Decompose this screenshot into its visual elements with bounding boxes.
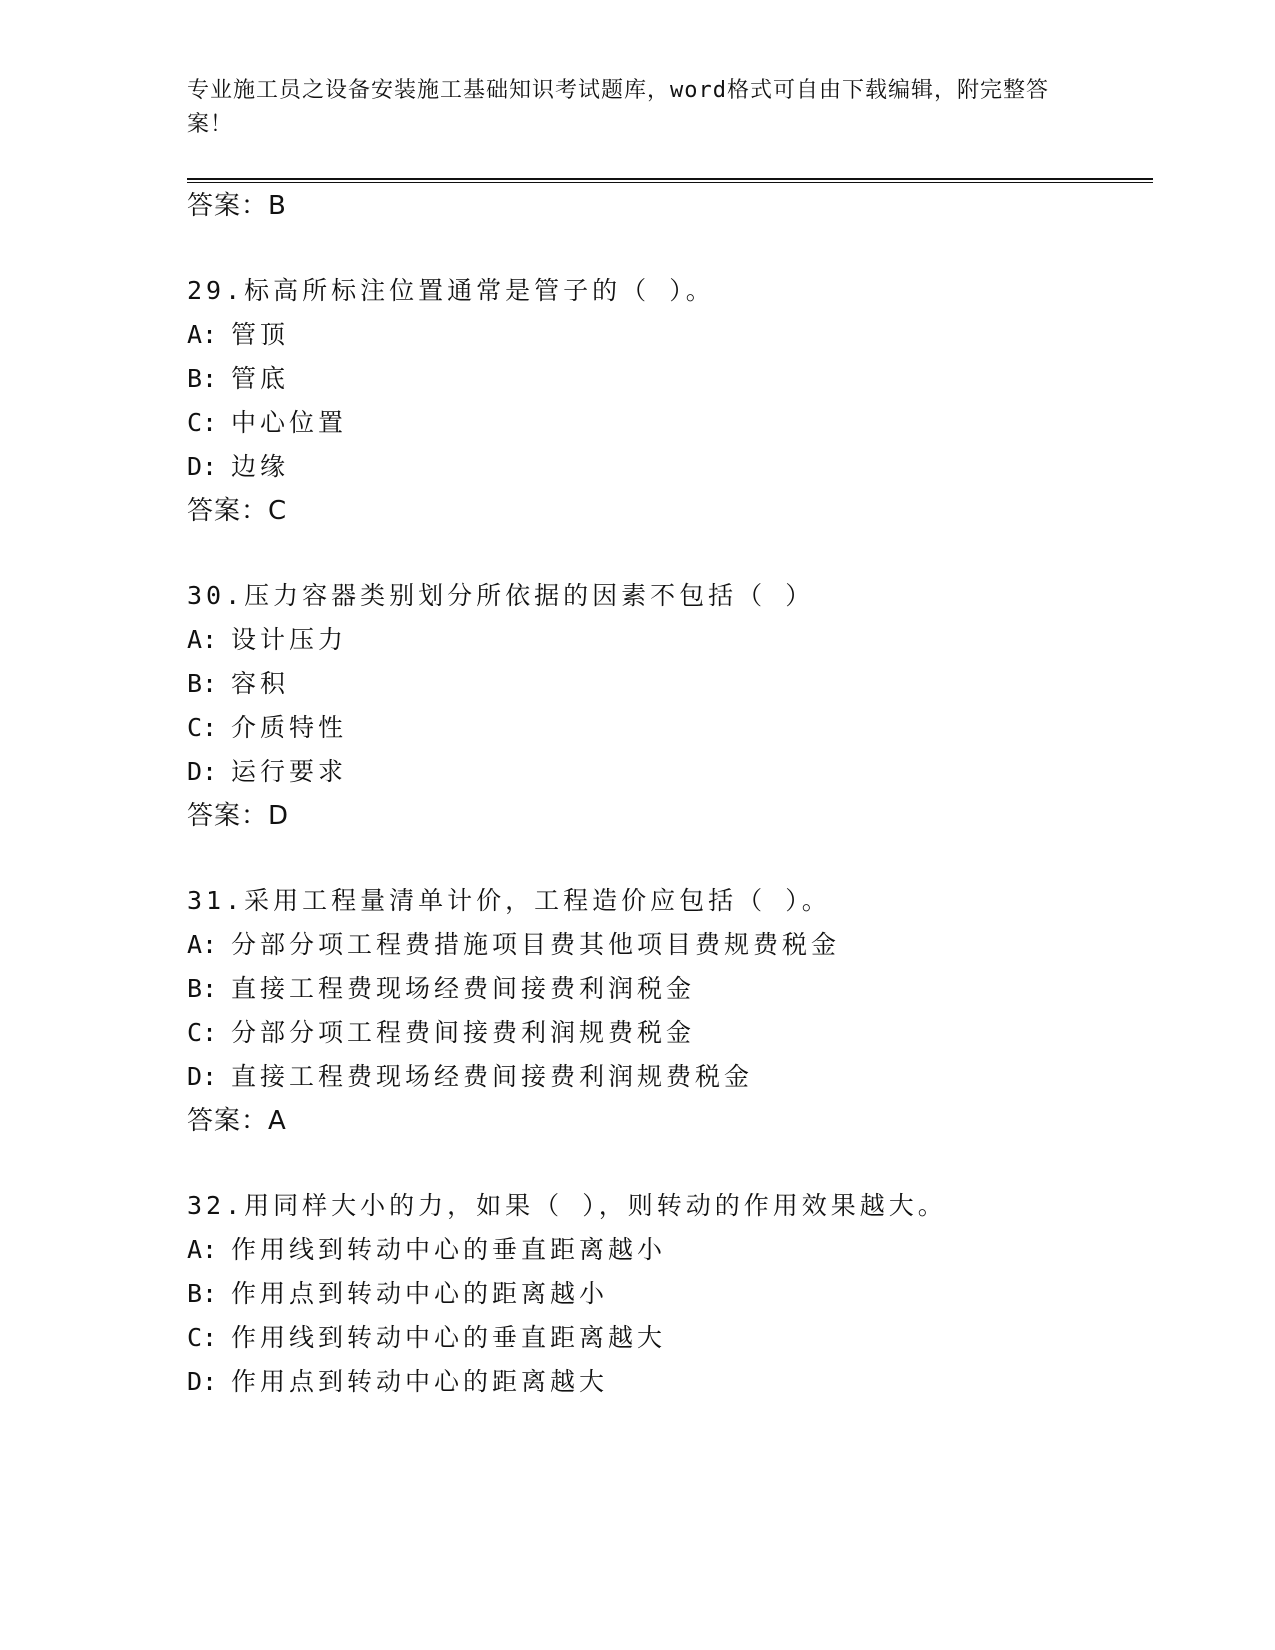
option-line <box>187 1366 608 1398</box>
option-text: 作用线到转动中心的垂直距离越大 <box>231 1323 667 1352</box>
option-text: 管顶 <box>231 320 290 349</box>
option-line <box>187 712 347 744</box>
option-letter: C: <box>187 408 218 437</box>
option-letter: D: <box>187 1062 218 1091</box>
option-line <box>187 973 695 1005</box>
option-text: 介质特性 <box>231 713 348 742</box>
document-header: 专业施工员之设备安装施工基础知识考试题库，word格式可自由下载编辑，附完整答案！ <box>187 78 1049 137</box>
option-text: 管底 <box>231 364 290 393</box>
option-letter: B: <box>187 1279 218 1308</box>
option-letter: B: <box>187 974 218 1003</box>
option-letter: C: <box>187 1018 218 1047</box>
option-line <box>187 363 289 395</box>
option-text: 分部分项工程费间接费利润规费税金 <box>231 1018 696 1047</box>
option-line <box>187 1017 695 1049</box>
option-letter: D: <box>187 452 218 481</box>
question-stem: 30.压力容器类别划分所依据的因素不包括（ ） <box>187 581 815 610</box>
option-line <box>187 1278 608 1310</box>
option-text: 边缘 <box>231 452 290 481</box>
option-text: 运行要求 <box>231 757 348 786</box>
option-letter: A: <box>187 930 218 959</box>
question-stem: 32.用同样大小的力，如果（ ），则转动的作用效果越大。 <box>187 1191 947 1220</box>
option-letter: A: <box>187 320 218 349</box>
option-line <box>187 1061 753 1093</box>
option-letter: A: <box>187 625 218 654</box>
option-text: 作用线到转动中心的垂直距离越小 <box>231 1235 667 1264</box>
option-text: 设计压力 <box>231 625 348 654</box>
option-letter: C: <box>187 1323 218 1352</box>
option-text: 中心位置 <box>231 408 348 437</box>
option-text: 容积 <box>231 669 290 698</box>
option-letter: D: <box>187 757 218 786</box>
answer-line: 答案：D <box>187 801 290 831</box>
option-letter: D: <box>187 1367 218 1396</box>
option-text: 直接工程费现场经费间接费利润税金 <box>231 974 696 1003</box>
question-stem: 29.标高所标注位置通常是管子的（ ）。 <box>187 276 715 305</box>
option-line <box>187 1322 666 1354</box>
option-letter: A: <box>187 1235 218 1264</box>
answer-line: 答案：C <box>187 496 288 526</box>
option-letter: C: <box>187 713 218 742</box>
option-letter: B: <box>187 669 218 698</box>
question-stem: 31.采用工程量清单计价，工程造价应包括（ ）。 <box>187 886 831 915</box>
header-divider <box>187 178 1153 183</box>
option-line <box>187 668 289 700</box>
option-line <box>187 407 347 439</box>
option-line <box>187 1234 666 1266</box>
option-text: 分部分项工程费措施项目费其他项目费规费税金 <box>231 930 841 959</box>
option-line <box>187 451 289 483</box>
option-line <box>187 319 289 351</box>
option-text: 作用点到转动中心的距离越大 <box>231 1367 609 1396</box>
option-line <box>187 624 347 656</box>
option-text: 作用点到转动中心的距离越小 <box>231 1279 609 1308</box>
option-letter: B: <box>187 364 218 393</box>
option-line <box>187 756 347 788</box>
answer-line: 答案：B <box>187 191 287 221</box>
option-line <box>187 929 840 961</box>
answer-line: 答案：A <box>187 1106 287 1136</box>
option-text: 直接工程费现场经费间接费利润规费税金 <box>231 1062 754 1091</box>
